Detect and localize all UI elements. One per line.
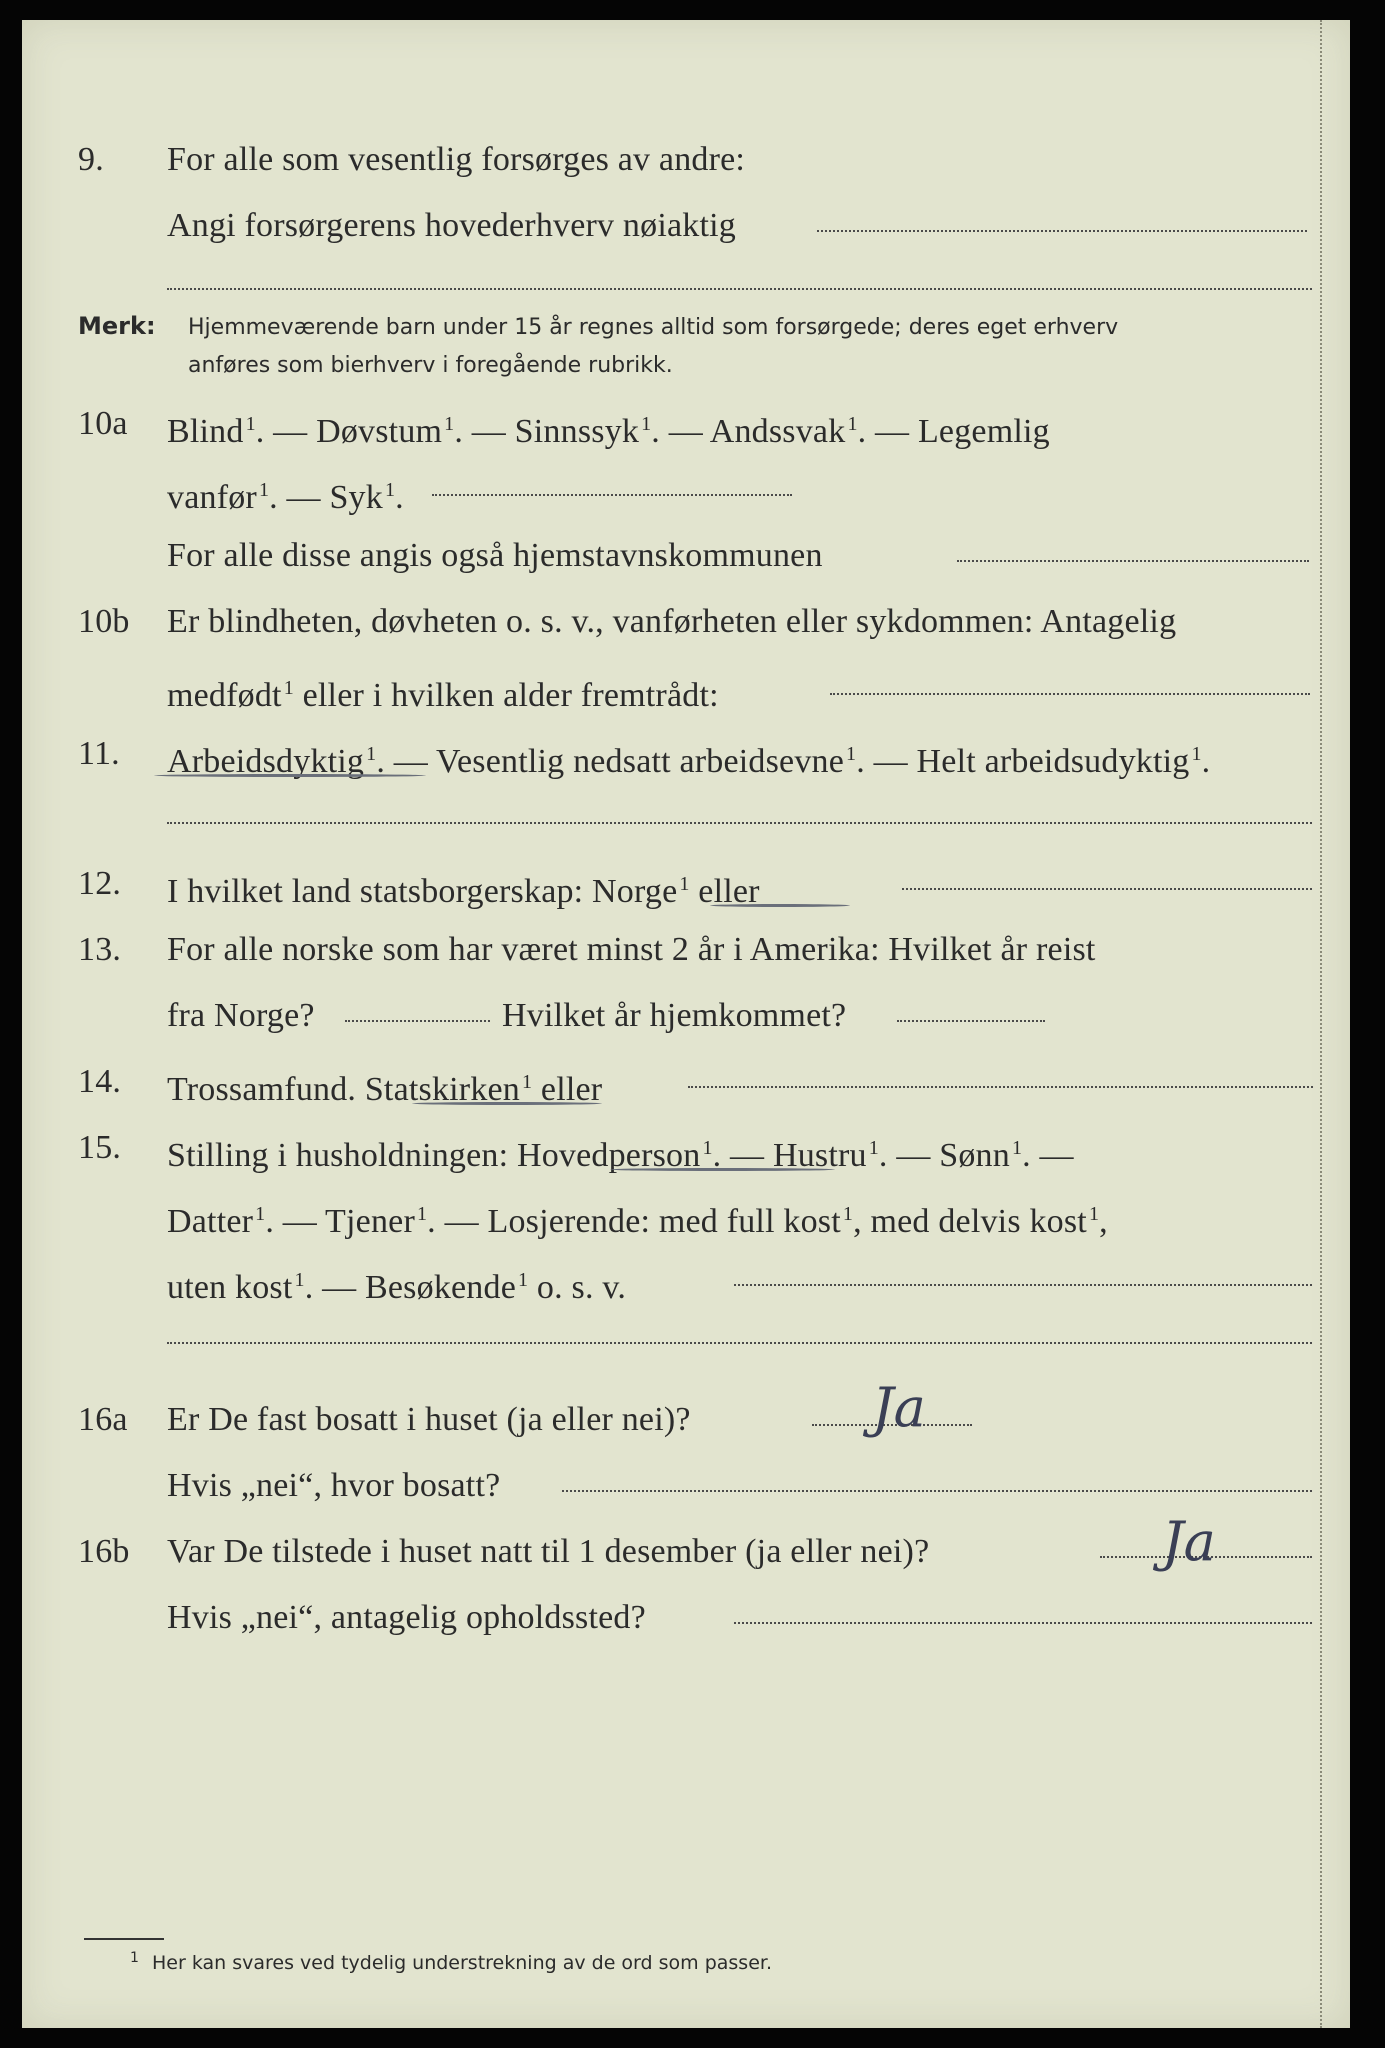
q13-row2: [22, 994, 1350, 1038]
q14-text: Trossamfund. Statskirken $^1$ eller: [167, 1071, 603, 1108]
underline-arbeidsdyktig: [154, 774, 426, 777]
q16b-opholdssted-line[interactable]: [734, 1622, 1312, 1624]
footnote-marker: 1: [130, 1950, 139, 1966]
q12-text: I hvilket land statsborgerskap: Norge $^1$ eller: [167, 873, 760, 910]
opt-full-kost[interactable]: . — Losjerende: med full kost: [427, 1203, 841, 1240]
q12-row: [22, 862, 1350, 910]
opt-dovstum[interactable]: . — Døvstum: [255, 413, 443, 450]
sup: 1: [641, 413, 652, 435]
sup: 1: [1191, 743, 1202, 765]
q13-number: 13.: [78, 931, 122, 968]
opt-hovedperson[interactable]: Hovedperson: [516, 1137, 701, 1174]
q15-row3: [22, 1258, 1350, 1306]
opt-andssvak[interactable]: . — Andssvak: [651, 413, 846, 450]
q10b-text-1: Er blindheten, døvheten o. s. v., vanførheten eller sykdommen: Antagelig: [167, 603, 1177, 640]
q12-answer-line[interactable]: [902, 888, 1312, 890]
opt-norge[interactable]: Norge: [592, 873, 678, 910]
footnote-rule: [84, 1938, 164, 1940]
sup: 1: [846, 743, 857, 765]
sup: 1: [702, 1137, 713, 1159]
q10a-row2: [22, 468, 1350, 516]
q9-answer-line[interactable]: [817, 230, 1307, 232]
underline-hovedperson: [610, 1168, 835, 1171]
sup: 1: [416, 1203, 428, 1225]
opt-eller: eller: [689, 873, 760, 910]
q13-text-2b: Hvilket år hjemkommet?: [502, 997, 847, 1034]
q14-row: [22, 1060, 1350, 1108]
q11-text: Arbeidsdyktig $^1$. — Vesentlig nedsatt arbeidsevne $^1$. — Helt arbeidsudyktig $^1$.: [167, 743, 1211, 780]
q11-extra-line[interactable]: [167, 822, 1312, 824]
q10b-alder-line[interactable]: [830, 693, 1310, 695]
q10b-row1: [22, 600, 1350, 644]
q16a-handwritten-answer: Ja: [872, 1376, 926, 1439]
q16a-number: 16a: [78, 1401, 128, 1438]
opt-udyktig[interactable]: . — Helt arbeidsudyktig: [856, 743, 1190, 780]
sup: 1: [283, 677, 294, 699]
sup: 1: [868, 1137, 879, 1159]
q15-number: 15.: [78, 1129, 122, 1166]
q15-extra-line[interactable]: [167, 1342, 1312, 1344]
q14-number: 14.: [78, 1063, 122, 1100]
q15-row1: [22, 1126, 1350, 1174]
q10a-text-3: For alle disse angis også hjemstavnskommunen: [167, 537, 823, 574]
opt-syk[interactable]: . — Syk: [269, 479, 383, 516]
q13-reist-line[interactable]: [345, 1020, 490, 1022]
q12-number: 12.: [78, 865, 122, 902]
sup: 1: [444, 413, 455, 435]
q13-text-1: For alle norske som har været minst 2 år i Amerika: Hvilket år reist: [167, 931, 1096, 968]
merk-text-2: anføres som bierhverv i foregående rubrikk.: [188, 353, 673, 378]
opt-sinnssyk[interactable]: . — Sinnssyk: [454, 413, 640, 450]
sup: 1: [679, 873, 690, 895]
q14-answer-line[interactable]: [688, 1086, 1313, 1088]
q16a-text-2: Hvis „nei“, hvor bosatt?: [167, 1467, 501, 1504]
q10a-text-2: vanfør $^1$. — Syk $^1$.: [167, 479, 404, 516]
q16b-text-2: Hvis „nei“, antagelig opholdssted?: [167, 1599, 646, 1636]
merk-label: Merk:: [78, 312, 156, 340]
opt-vanfor[interactable]: vanfør: [167, 479, 257, 516]
q16b-number: 16b: [78, 1533, 130, 1570]
opt-statskirken[interactable]: Statskirken: [364, 1071, 521, 1108]
q16a-bosatt-line[interactable]: [562, 1490, 1312, 1492]
q10b-number: 10b: [78, 603, 130, 640]
q15-text-3: uten kost $^1$. — Besøkende $^1$ o. s. v.: [167, 1269, 627, 1306]
opt-arbeidsdyktig[interactable]: Arbeidsdyktig: [167, 743, 365, 780]
sup: 1: [366, 743, 377, 765]
q9-text: For alle som vesentlig forsørges av andre:: [167, 141, 746, 178]
sup: 1: [1088, 1203, 1100, 1225]
q10b-row2: [22, 666, 1350, 714]
q13-row1: [22, 928, 1350, 972]
merk-text-1: Hjemmeværende barn under 15 år regnes alltid som forsørgede; deres eget erhverv: [188, 315, 1119, 340]
sup: 1: [294, 1269, 305, 1291]
sup: 1: [518, 1269, 529, 1291]
footnote-text: Her kan svares ved tydelig understrekning av de ord som passer.: [152, 1952, 772, 1974]
sup: 1: [255, 1203, 266, 1225]
q16a-text-1: Er De fast bosatt i huset (ja eller nei)?: [167, 1401, 691, 1438]
q15-text-2: Datter $^1$. — Tjener $^1$. — Losjerende: med full kost $^1$, med delvis kost $^1$,: [167, 1203, 1108, 1240]
q13-hjem-line[interactable]: [897, 1020, 1045, 1022]
q10b-text-2: medfødt $^1$ eller i hvilken alder fremtrådt:: [167, 677, 719, 714]
opt-hustru[interactable]: . — Hustru: [712, 1137, 867, 1174]
q16a-row1: [22, 1398, 1350, 1442]
sup: 1: [522, 1071, 533, 1093]
q13-text-2a: fra Norge?: [167, 997, 315, 1034]
q10a-kommune-line[interactable]: [957, 560, 1309, 562]
opt-blind[interactable]: Blind: [167, 413, 244, 450]
q9-row1: [22, 138, 1350, 182]
sup: 1: [1011, 1137, 1023, 1159]
opt-datter[interactable]: Datter: [167, 1203, 254, 1240]
opt-medfodt[interactable]: medfødt: [167, 677, 282, 714]
q16b-handwritten-answer: Ja: [1162, 1510, 1216, 1573]
census-form-page: [22, 20, 1350, 2028]
underline-statskirken: [412, 1102, 602, 1105]
q10a-syk-line[interactable]: [432, 494, 792, 496]
q10a-text-1: [167, 402, 1050, 454]
opt-legemlig[interactable]: . — Legemlig: [857, 413, 1050, 450]
q10a-row3: [22, 534, 1350, 578]
sup: 1: [245, 413, 256, 435]
opt-delvis-kost[interactable]: , med delvis kost: [853, 1203, 1087, 1240]
q15-row2: [22, 1192, 1350, 1240]
opt-sonn[interactable]: . — Sønn: [878, 1137, 1010, 1174]
sup: 1: [842, 1203, 854, 1225]
q16b-row2: [22, 1596, 1350, 1640]
q9-number: 9.: [78, 141, 104, 178]
opt-uten-kost[interactable]: uten kost: [167, 1269, 293, 1306]
sup: 1: [258, 479, 270, 501]
q16b-text-1: Var De tilstede i huset natt til 1 desember (ja eller nei)?: [167, 1533, 930, 1570]
q9-text-2: Angi forsørgerens hovederhverv nøiaktig: [167, 207, 736, 244]
q16a-row2: [22, 1464, 1350, 1508]
q11-row: [22, 732, 1350, 780]
q16b-row1: [22, 1530, 1350, 1574]
sup: 1: [384, 479, 396, 501]
q10a-number: 10a: [78, 405, 128, 442]
opt-besokende[interactable]: . — Besøkende: [304, 1269, 517, 1306]
q11-number: 11.: [78, 735, 120, 772]
sup: 1: [847, 413, 858, 435]
q9-row2: [22, 204, 1350, 248]
q9-extra-line[interactable]: [167, 288, 1312, 290]
q15-text-1: Stilling i husholdningen: Hovedperson $^1$. — Hustru $^1$. — Sønn $^1$. —: [167, 1137, 1074, 1174]
q10a-row1: [22, 402, 1350, 450]
opt-tjener[interactable]: . — Tjener: [265, 1203, 415, 1240]
underline-norge: [710, 904, 850, 907]
opt-nedsatt[interactable]: . — Vesentlig nedsatt arbeidsevne: [376, 743, 845, 780]
q15-answer-line[interactable]: [734, 1284, 1312, 1286]
